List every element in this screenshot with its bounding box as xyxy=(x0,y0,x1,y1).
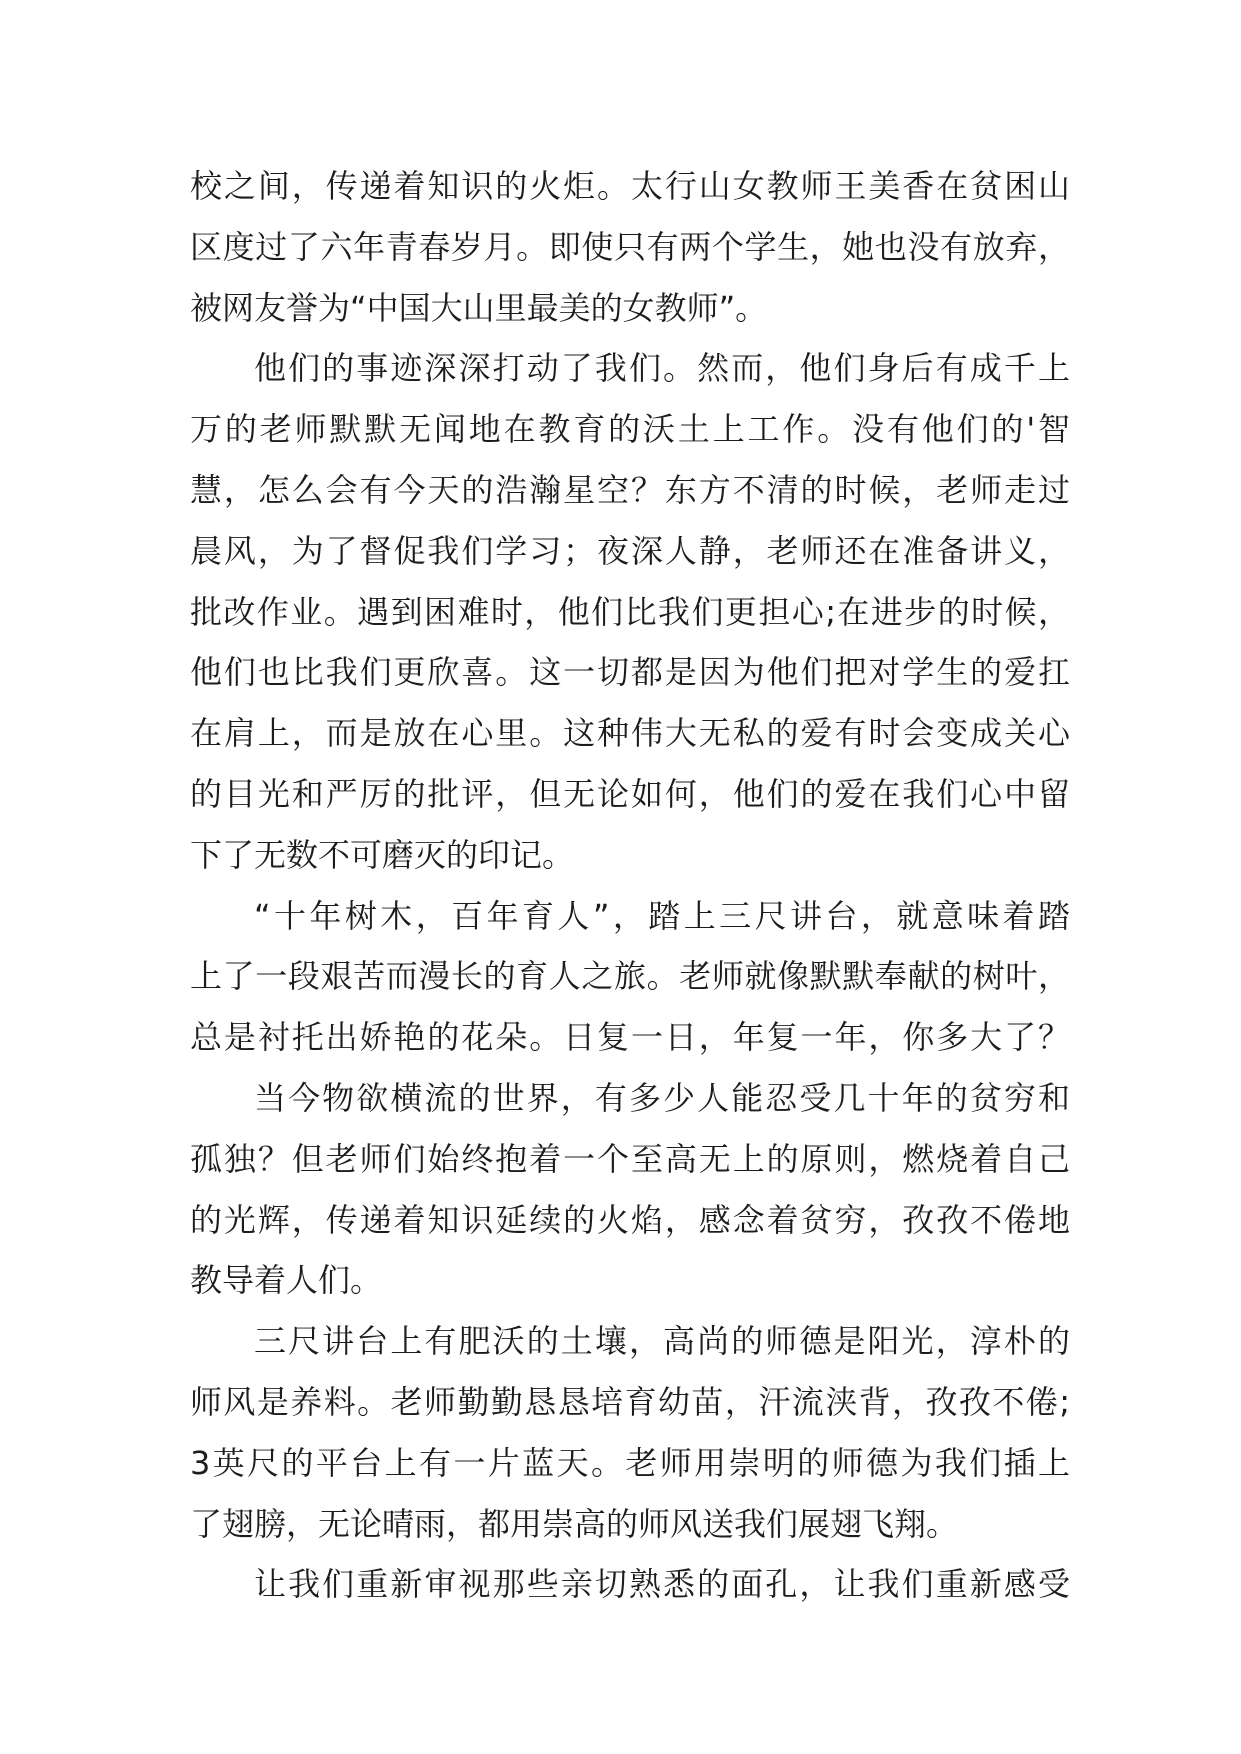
text-line: 下了无数不可磨灭的印记。 xyxy=(190,835,575,874)
text-line: 师风是养料。老师勤勤恳恳培育幼苗，汗流浃背，孜孜不倦; xyxy=(190,1382,1070,1421)
paragraph-start-line: 当今物欲横流的世界，有多少人能忍受几十年的贫穷和 xyxy=(254,1078,1070,1117)
text-line: 了翅膀，无论晴雨，都用崇高的师风送我们展翅飞翔。 xyxy=(190,1504,959,1543)
document-body xyxy=(190,156,1070,1615)
text-line: 在肩上，而是放在心里。这种伟大无私的爱有时会变成关心 xyxy=(190,714,1070,753)
text-line: 被网友誉为“中国大山里最美的女教师”。 xyxy=(190,288,768,327)
text-line: 的光辉，传递着知识延续的火焰，感念着贫穷，孜孜不倦地 xyxy=(190,1200,1070,1239)
text-line: 上了一段艰苦而漫长的育人之旅。老师就像默默奉献的树叶， xyxy=(190,957,1070,996)
text-line: 万的老师默默无闻地在教育的沃土上工作。没有他们的'智 xyxy=(190,410,1070,449)
text-line: 晨风，为了督促我们学习；夜深人静，老师还在准备讲义， xyxy=(190,531,1070,570)
text-line: 区度过了六年青春岁月。即使只有两个学生，她也没有放弃， xyxy=(190,227,1070,266)
text-line: 批改作业。遇到困难时，他们比我们更担心;在进步的时候， xyxy=(190,592,1070,631)
text-line: 校之间，传递着知识的火炬。太行山女教师王美香在贫困山 xyxy=(190,167,1070,205)
paragraph-start-line: 让我们重新审视那些亲切熟悉的面孔，让我们重新感受 xyxy=(254,1565,1070,1604)
paragraph-start-line: “十年树木，百年育人”，踏上三尺讲台，就意味着踏 xyxy=(254,896,1070,935)
text-line: 孤独？但老师们始终抱着一个至高无上的原则，燃烧着自己 xyxy=(190,1139,1070,1178)
text-line: 他们也比我们更欣喜。这一切都是因为他们把对学生的爱扛 xyxy=(190,653,1070,692)
text-line: 慧，怎么会有今天的浩瀚星空？东方不清的时候，老师走过 xyxy=(190,470,1070,509)
paragraph-start-line: 他们的事迹深深打动了我们。然而，他们身后有成千上 xyxy=(254,349,1070,388)
text-line: 教导着人们。 xyxy=(190,1261,383,1300)
text-line: 总是衬托出娇艳的花朵。日复一日，年复一年，你多大了？ xyxy=(190,1018,1070,1057)
paragraph-start-line: 三尺讲台上有肥沃的土壤，高尚的师德是阳光，淳朴的 xyxy=(254,1322,1070,1361)
text-line: 的目光和严厉的批评，但无论如何，他们的爱在我们心中留 xyxy=(190,774,1070,813)
text-line: 3英尺的平台上有一片蓝天。老师用崇明的师德为我们插上 xyxy=(190,1443,1070,1482)
